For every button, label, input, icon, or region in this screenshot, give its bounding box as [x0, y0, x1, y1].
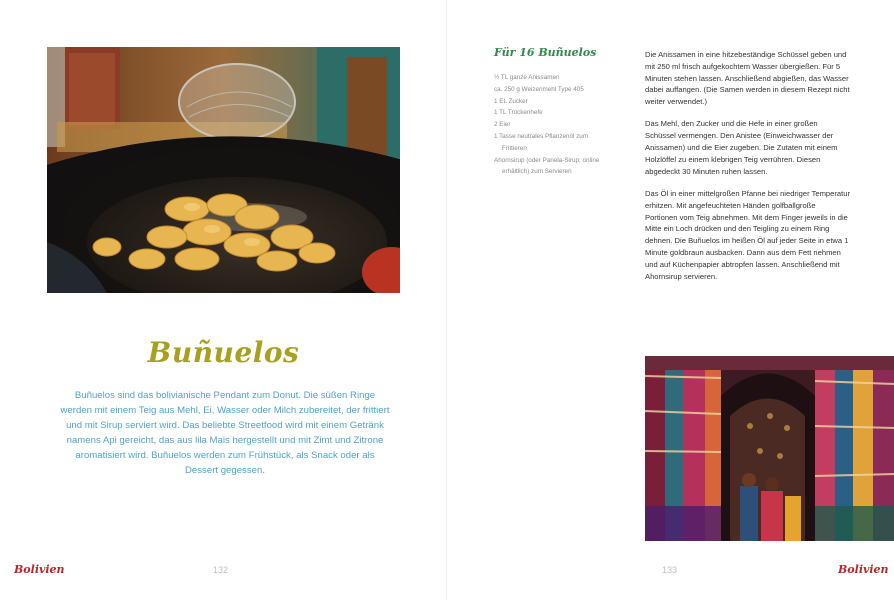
ingredient-item: ca. 250 g Weizenmehl Type 405 — [494, 85, 584, 93]
left-page — [0, 0, 446, 600]
folio-country-left: Bolivien — [14, 563, 65, 576]
recipe-steps — [645, 49, 850, 293]
recipe-intro: Buñuelos sind das bolivianische Pendant zum Donut. Die süßen Ringe werden mit einem Teig aus Mehl, Ei, Wasser oder Milch zubereitet, der frittiert und mit Sirup serviert wird. Das beliebte Streetfood wird mit einem Getränk namens Api gereicht, das aus lila Mais hergestellt und mit Zimt und Zitrone aromatisiert wird. Buñuelos werden zum Frühstück, als Snack oder als Dessert gegessen. — [60, 390, 390, 476]
ingredient-item: ½ TL ganze Anissamen — [494, 74, 560, 81]
page-number-left: 132 — [213, 565, 229, 575]
recipe-step: Das Mehl, den Zucker und die Hefe in einer großen Schüssel vermengen. Den Anistee (Einweichwasser der Anissamen) und die Eier zugeben. Die Zutaten mit einem Holzlöffel zu einem klebrigen Teig verrühren. Diesen abgedeckt 30 Minuten ruhen lassen. — [645, 119, 838, 176]
recipe-step: Das Öl in einer mittelgroßen Pfanne bei niedriger Temperatur erhitzen. Mit angefeuchteten Händen golfballgroße Portionen vom Teig abnehmen. Mit dem Finger jeweils in die Mitte ein Loch drücken und den Teigling zu einem Ring dehnen. Die Buñuelos im heißen Öl auf jeder Seite in etwa 1 Minute goldbraun ausbacken. Dann aus dem Fett nehmen und auf Küchenpapier abtropfen lassen. Anschließend mit Ahornsirup servieren. — [645, 188, 850, 281]
market-textiles-illustration — [645, 356, 894, 541]
market-textiles-photo — [645, 356, 894, 541]
frying-bunuelos-illustration — [47, 47, 400, 293]
page-number-right: 133 — [662, 565, 678, 575]
ingredient-item: 1 TL Trockenhefe — [494, 109, 543, 117]
recipe-title: Buñuelos — [147, 336, 300, 369]
folio-country-right: Bolivien — [838, 563, 889, 576]
ingredient-item: 1 Tasse neutrales Pflanzenöl zum Frittieren — [494, 132, 589, 152]
frying-bunuelos-photo — [47, 47, 400, 293]
ingredients-title: Für 16 Buñuelos — [494, 46, 597, 59]
ingredient-item: 2 Eier — [494, 121, 511, 129]
recipe-step: Die Anissamen in eine hitzebeständige Schüssel geben und mit 250 ml frisch aufgekochtem Wasser übergießen. Für 5 Minuten stehen lassen. Anschließend abgießen, das Wasser dabei auffangen. (Die Samen werden in diesem Rezept nicht weiter verwendet.) — [645, 50, 850, 107]
ingredients-list — [494, 72, 614, 178]
ingredient-item: 1 EL Zucker — [494, 97, 528, 105]
ingredient-item: Ahornsirup (oder Panela-Sirup; online erhältlich) zum Servieren — [494, 156, 600, 176]
